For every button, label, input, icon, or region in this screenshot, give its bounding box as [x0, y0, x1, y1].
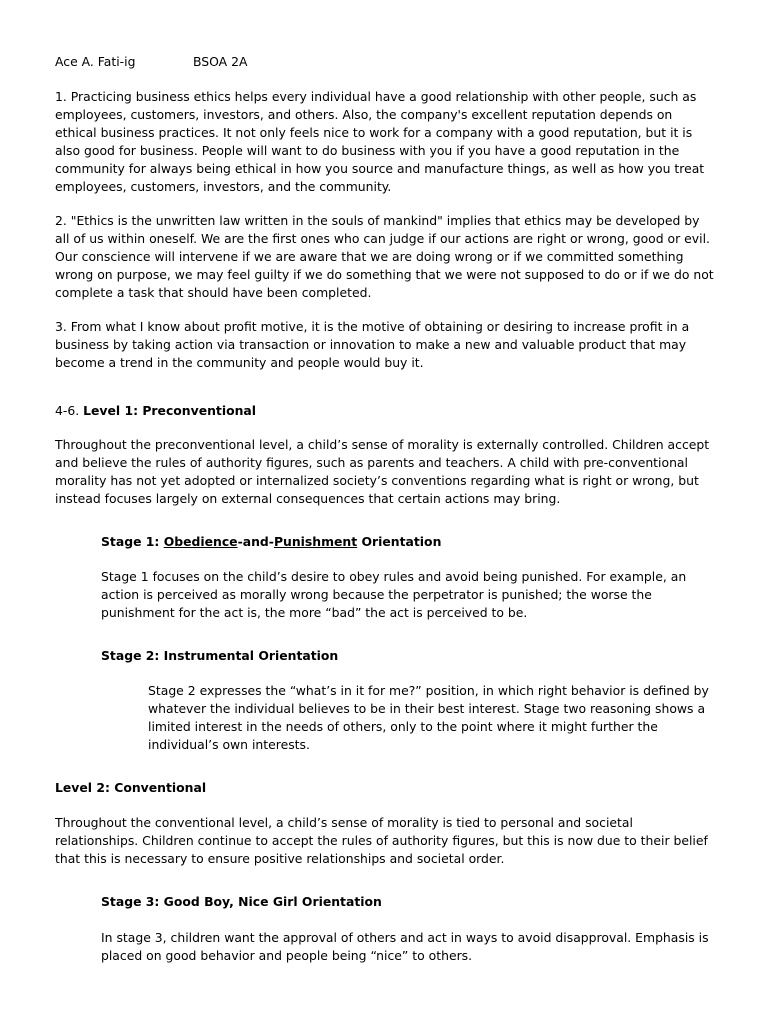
- student-name: Ace A. Fati-ig: [55, 54, 136, 69]
- stage-1-body: Stage 1 focuses on the child’s desire to obey rules and avoid being punished. For example, an action is perceived as morally wrong because the perpetrator is punished; the worse the punishment for the act is, the more “bad” the act is perceived to be.: [101, 569, 687, 620]
- level-1-heading: [55, 402, 715, 420]
- level-2-heading: Level 2: Conventional: [55, 780, 207, 795]
- stage-3-heading: Stage 3: Good Boy, Nice Girl Orientation: [101, 894, 382, 909]
- stage-1-label: Stage 1:: [101, 534, 164, 549]
- stage-2-body: Stage 2 expresses the “what’s in it for me?” position, in which right behavior is defined by whatever the individual believes to be in their best interest. Stage two reasoning shows a limited interest in the needs of others, only to the point where it might further the individual’s own interests.: [148, 683, 709, 752]
- stage-1-punishment: Punishment: [273, 534, 358, 549]
- answer-1: 1. Practicing business ethics helps every individual have a good relationship with other people, such as employees, customers, investors, and others. Also, the company's excellent reputation depends on ethical business practices. It not only feels nice to work for a company with a good reputation, but it is also good for business. People will want to do business with you if you have a good reputation in the community for always being ethical in how you source and manufacture things, as well as how you treat employees, customers, investors, and the community.: [55, 89, 705, 194]
- stage-1-suffix: Orientation: [357, 534, 442, 549]
- level-1-title: Level 1: Preconventional: [83, 403, 257, 418]
- question-range: 4-6.: [55, 403, 84, 418]
- class-section: BSOA 2A: [193, 54, 248, 69]
- stage-1-sep: -and-: [237, 534, 274, 549]
- stage-2-heading: Stage 2: Instrumental Orientation: [101, 648, 339, 663]
- stage-3-body: In stage 3, children want the approval of others and act in ways to avoid disapproval. Emphasis is placed on good behavior and people being “nice” to others.: [101, 930, 709, 963]
- level-1-body: Throughout the preconventional level, a child’s sense of morality is externally controlled. Children accept and believe the rules of authority figures, such as parents and teachers. A child with pre-conventional morality has not yet adopted or internalized society’s conventions regarding what is right or wrong, but instead focuses largely on external consequences that certain actions may bring.: [55, 437, 710, 506]
- level-2-body: Throughout the conventional level, a child’s sense of morality is tied to personal and societal relationships. Children continue to accept the rules of authority figures, but this is now due to their belief that this is necessary to ensure positive relationships and societal order.: [55, 815, 708, 866]
- stage-1-obedience: Obedience: [163, 534, 238, 549]
- answer-3: 3. From what I know about profit motive, it is the motive of obtaining or desiring to increase profit in a business by taking action via transaction or innovation to make a new and valuable product that may become a trend in the community and people would buy it.: [55, 319, 690, 370]
- answer-2: 2. "Ethics is the unwritten law written in the souls of mankind" implies that ethics may be developed by all of us within oneself. We are the first ones who can judge if our actions are right or wrong, good or evil. Our conscience will intervene if we are aware that we are doing wrong or if we committed something wrong on purpose, we may feel guilty if we do something that we were not supposed to do or if we do not complete a task that should have been completed.: [55, 213, 714, 300]
- stage-1-heading: [101, 533, 715, 551]
